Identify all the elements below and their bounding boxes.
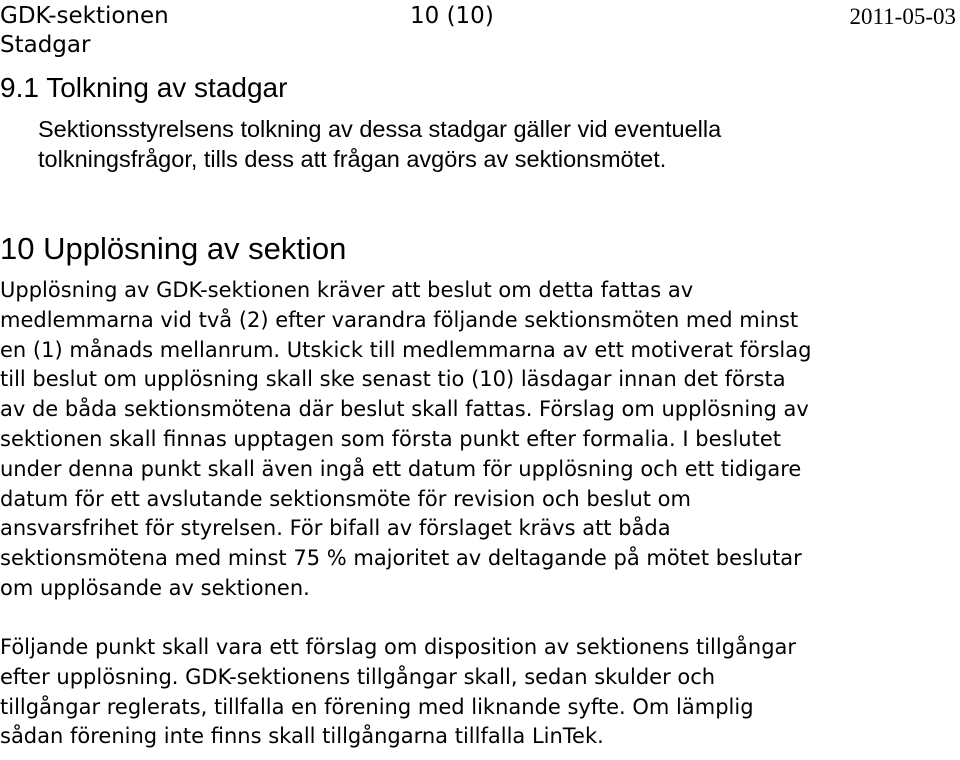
body-line: datum för ett avslutande sektionsmöte för revision och beslut om bbox=[0, 486, 691, 511]
section-9-1-body bbox=[38, 114, 958, 174]
body-line: tillgångar reglerats, tillfalla en förening med liknande syfte. Om lämplig bbox=[0, 694, 754, 719]
body-line: tolkningsfrågor, tills dess att frågan avgörs av sektionsmötet. bbox=[38, 146, 667, 172]
page-number: 10 (10) bbox=[410, 3, 494, 29]
header-date: 2011-05-03 bbox=[849, 4, 956, 29]
body-line: medlemmarna vid två (2) efter varandra följande sektionsmöten med minst bbox=[0, 307, 799, 332]
body-line: om upplösande av sektionen. bbox=[0, 575, 310, 600]
body-line: Upplösning av GDK-sektionen kräver att beslut om detta fattas av bbox=[0, 278, 694, 302]
section-10-heading: 10 Upplösning av sektion bbox=[0, 231, 347, 266]
body-line: sektionen skall finnas upptagen som första punkt efter formalia. I beslutet bbox=[0, 426, 781, 451]
section-10-paragraph-2 bbox=[0, 633, 960, 752]
body-line: sådan förening inte finns skall tillgångarna tillfalla LinTek. bbox=[0, 724, 604, 749]
header-organization: GDK-sektionen bbox=[0, 3, 169, 29]
body-line: Följande punkt skall vara ett förslag om disposition av sektionens tillgångar bbox=[0, 635, 797, 659]
body-line: en (1) månads mellanrum. Utskick till medlemmarna av ett motiverat förslag bbox=[0, 337, 812, 362]
body-line: under denna punkt skall även ingå ett datum för upplösning och ett tidigare bbox=[0, 456, 802, 481]
header-left bbox=[0, 2, 169, 60]
body-line: efter upplösning. GDK-sektionens tillgångar skall, sedan skulder och bbox=[0, 664, 716, 689]
page-header bbox=[0, 0, 960, 60]
body-line: sektionsmötena med minst 75 % majoritet av deltagande på mötet beslutar bbox=[0, 546, 802, 571]
header-document-title: Stadgar bbox=[0, 32, 91, 58]
section-10-paragraph-1 bbox=[0, 276, 960, 604]
body-line: ansvarsfrihet för styrelsen. För bifall av förslaget krävs att båda bbox=[0, 516, 671, 541]
section-9-1-heading: 9.1 Tolkning av stadgar bbox=[0, 72, 288, 103]
body-line: till beslut om upplösning skall ske senast tio (10) läsdagar innan det första bbox=[0, 367, 786, 392]
body-line: av de båda sektionsmötena där beslut skall fattas. Förslag om upplösning av bbox=[0, 397, 809, 422]
body-line: Sektionsstyrelsens tolkning av dessa stadgar gäller vid eventuella bbox=[38, 116, 722, 142]
